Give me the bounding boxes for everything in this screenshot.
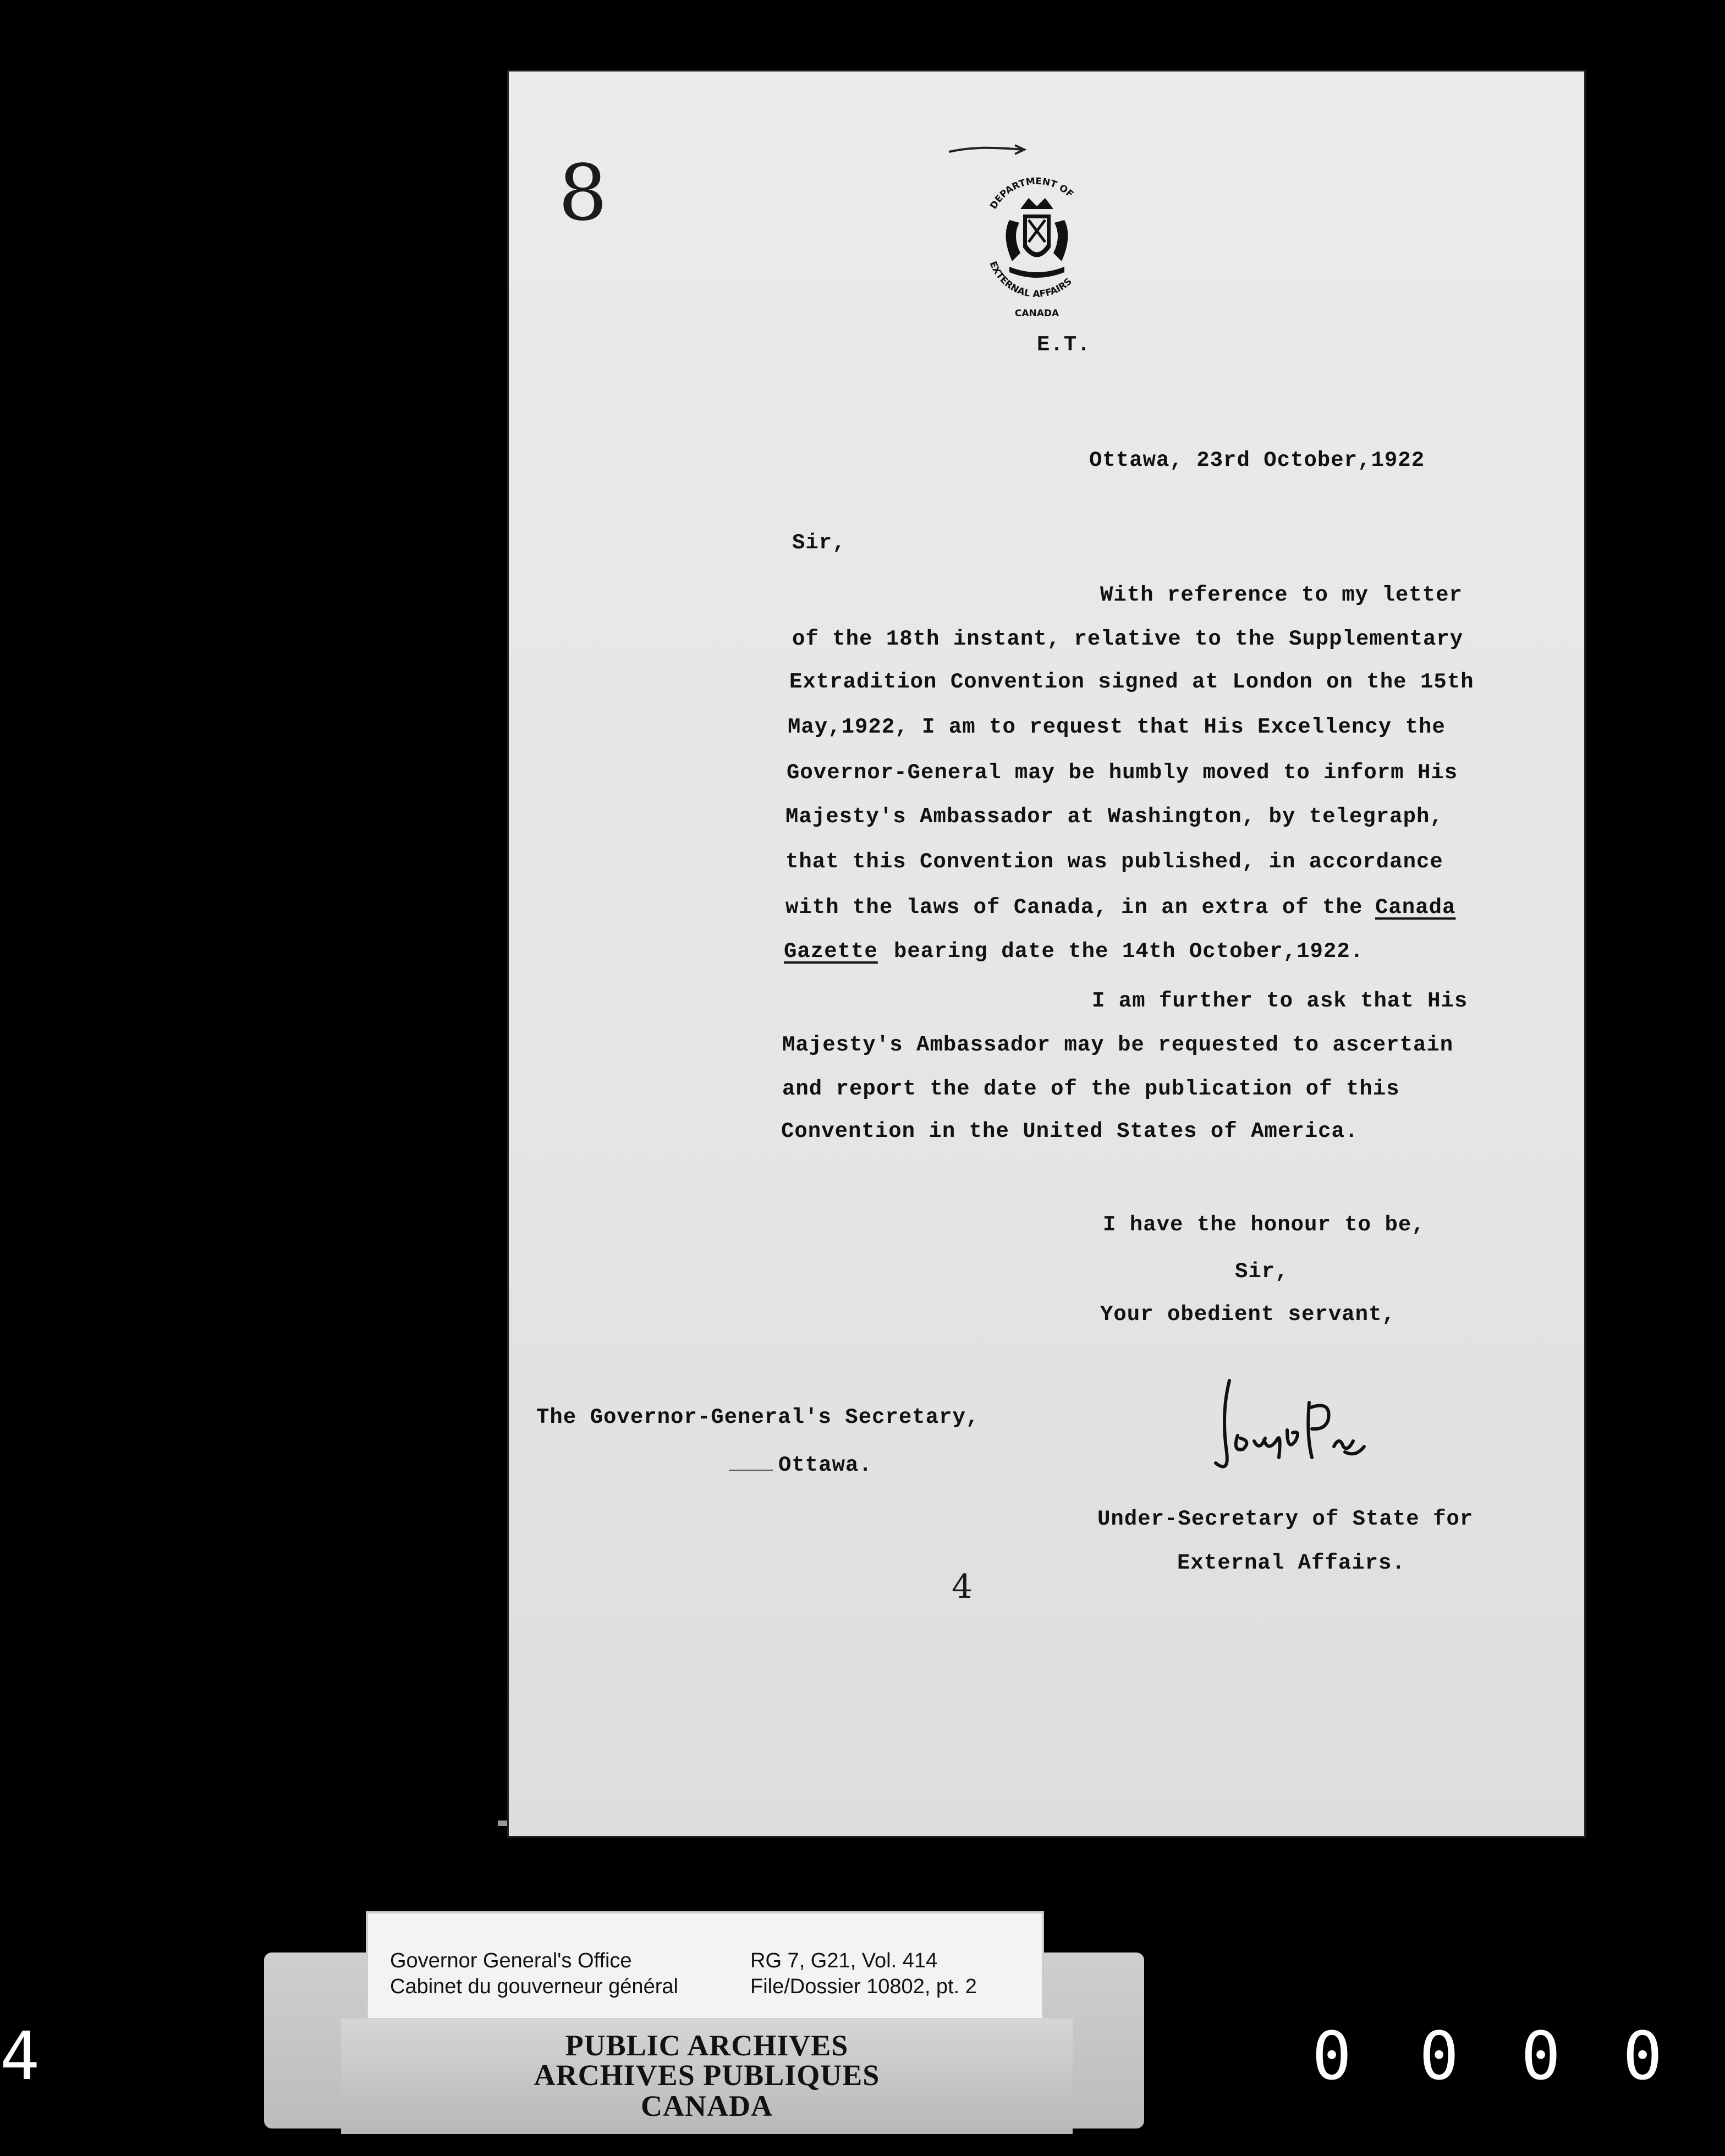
signature bbox=[1199, 1370, 1375, 1491]
body-line: I am further to ask that His bbox=[1092, 989, 1468, 1013]
date-line: Ottawa, 23rd October,1922 bbox=[1089, 448, 1425, 472]
office-french: Cabinet du gouverneur général bbox=[390, 1975, 678, 1998]
closing-line: I have the honour to be, bbox=[1103, 1213, 1425, 1237]
body-line: that this Convention was published, in accordance bbox=[785, 850, 1443, 874]
file-reference: File/Dossier 10802, pt. 2 bbox=[750, 1975, 977, 1998]
marginal-mark: 8 bbox=[558, 148, 608, 238]
gazette-title-part2: Gazette bbox=[784, 939, 878, 964]
gazette-title-part1: Canada bbox=[1375, 895, 1456, 920]
body-line: Majesty's Ambassador at Washington, by telegraph, bbox=[785, 805, 1443, 829]
record-group-reference: RG 7, G21, Vol. 414 bbox=[750, 1949, 938, 1972]
frame-digit: 0 bbox=[1419, 2019, 1459, 2095]
frame-number-left: 4 bbox=[0, 2019, 40, 2095]
addressee-line: Ottawa. bbox=[778, 1453, 872, 1477]
body-line: Majesty's Ambassador may be requested to ascertain bbox=[782, 1033, 1454, 1057]
reference-initials: E.T. bbox=[1037, 333, 1091, 357]
signatory-line: Under-Secretary of State for bbox=[1097, 1507, 1474, 1531]
stamp-line-2: ARCHIVES PUBLIQUES bbox=[534, 2059, 880, 2092]
pencil-mark: 4 bbox=[952, 1568, 973, 1606]
pencil-arrow-mark bbox=[946, 142, 1029, 158]
frame-digit: 0 bbox=[1312, 2019, 1352, 2095]
frame-digit: 0 bbox=[1521, 2019, 1561, 2095]
svg-text:CANADA: CANADA bbox=[1014, 308, 1059, 319]
department-seal bbox=[976, 165, 1097, 330]
body-line: Convention in the United States of America. bbox=[781, 1119, 1359, 1143]
addressee-line: The Governor-General's Secretary, bbox=[536, 1405, 980, 1429]
archive-stamp bbox=[341, 2019, 1073, 2134]
stamp-line-1: PUBLIC ARCHIVES bbox=[565, 2029, 849, 2062]
body-line: of the 18th instant, relative to the Supplementary bbox=[792, 627, 1464, 651]
body-line: Governor-General may be humbly moved to inform His bbox=[787, 761, 1458, 785]
archive-label bbox=[366, 1911, 1044, 2020]
stamp-line-3: CANADA bbox=[641, 2089, 773, 2122]
body-line: bearing date the 14th October,1922. bbox=[894, 939, 1364, 964]
closing-line: Sir, bbox=[1235, 1260, 1289, 1284]
body-line: and report the date of the publication of this bbox=[782, 1077, 1400, 1101]
svg-text:DEPARTMENT OF: DEPARTMENT OF bbox=[988, 175, 1076, 211]
pencil-dash bbox=[729, 1470, 773, 1471]
body-line: May,1922, I am to request that His Excellency the bbox=[788, 715, 1446, 739]
body-line: with the laws of Canada, in an extra of the bbox=[785, 895, 1363, 920]
svg-text:EXTERNAL AFFAIRS: EXTERNAL AFFAIRS bbox=[987, 260, 1074, 300]
office-english: Governor General's Office bbox=[390, 1949, 632, 1972]
frame-digit: 0 bbox=[1623, 2019, 1663, 2095]
body-line: With reference to my letter bbox=[1100, 583, 1463, 607]
body-line: Extradition Convention signed at London on the 15th bbox=[789, 670, 1474, 694]
closing-line: Your obedient servant, bbox=[1100, 1302, 1396, 1327]
signatory-line: External Affairs. bbox=[1177, 1551, 1405, 1575]
salutation: Sir, bbox=[792, 531, 846, 555]
